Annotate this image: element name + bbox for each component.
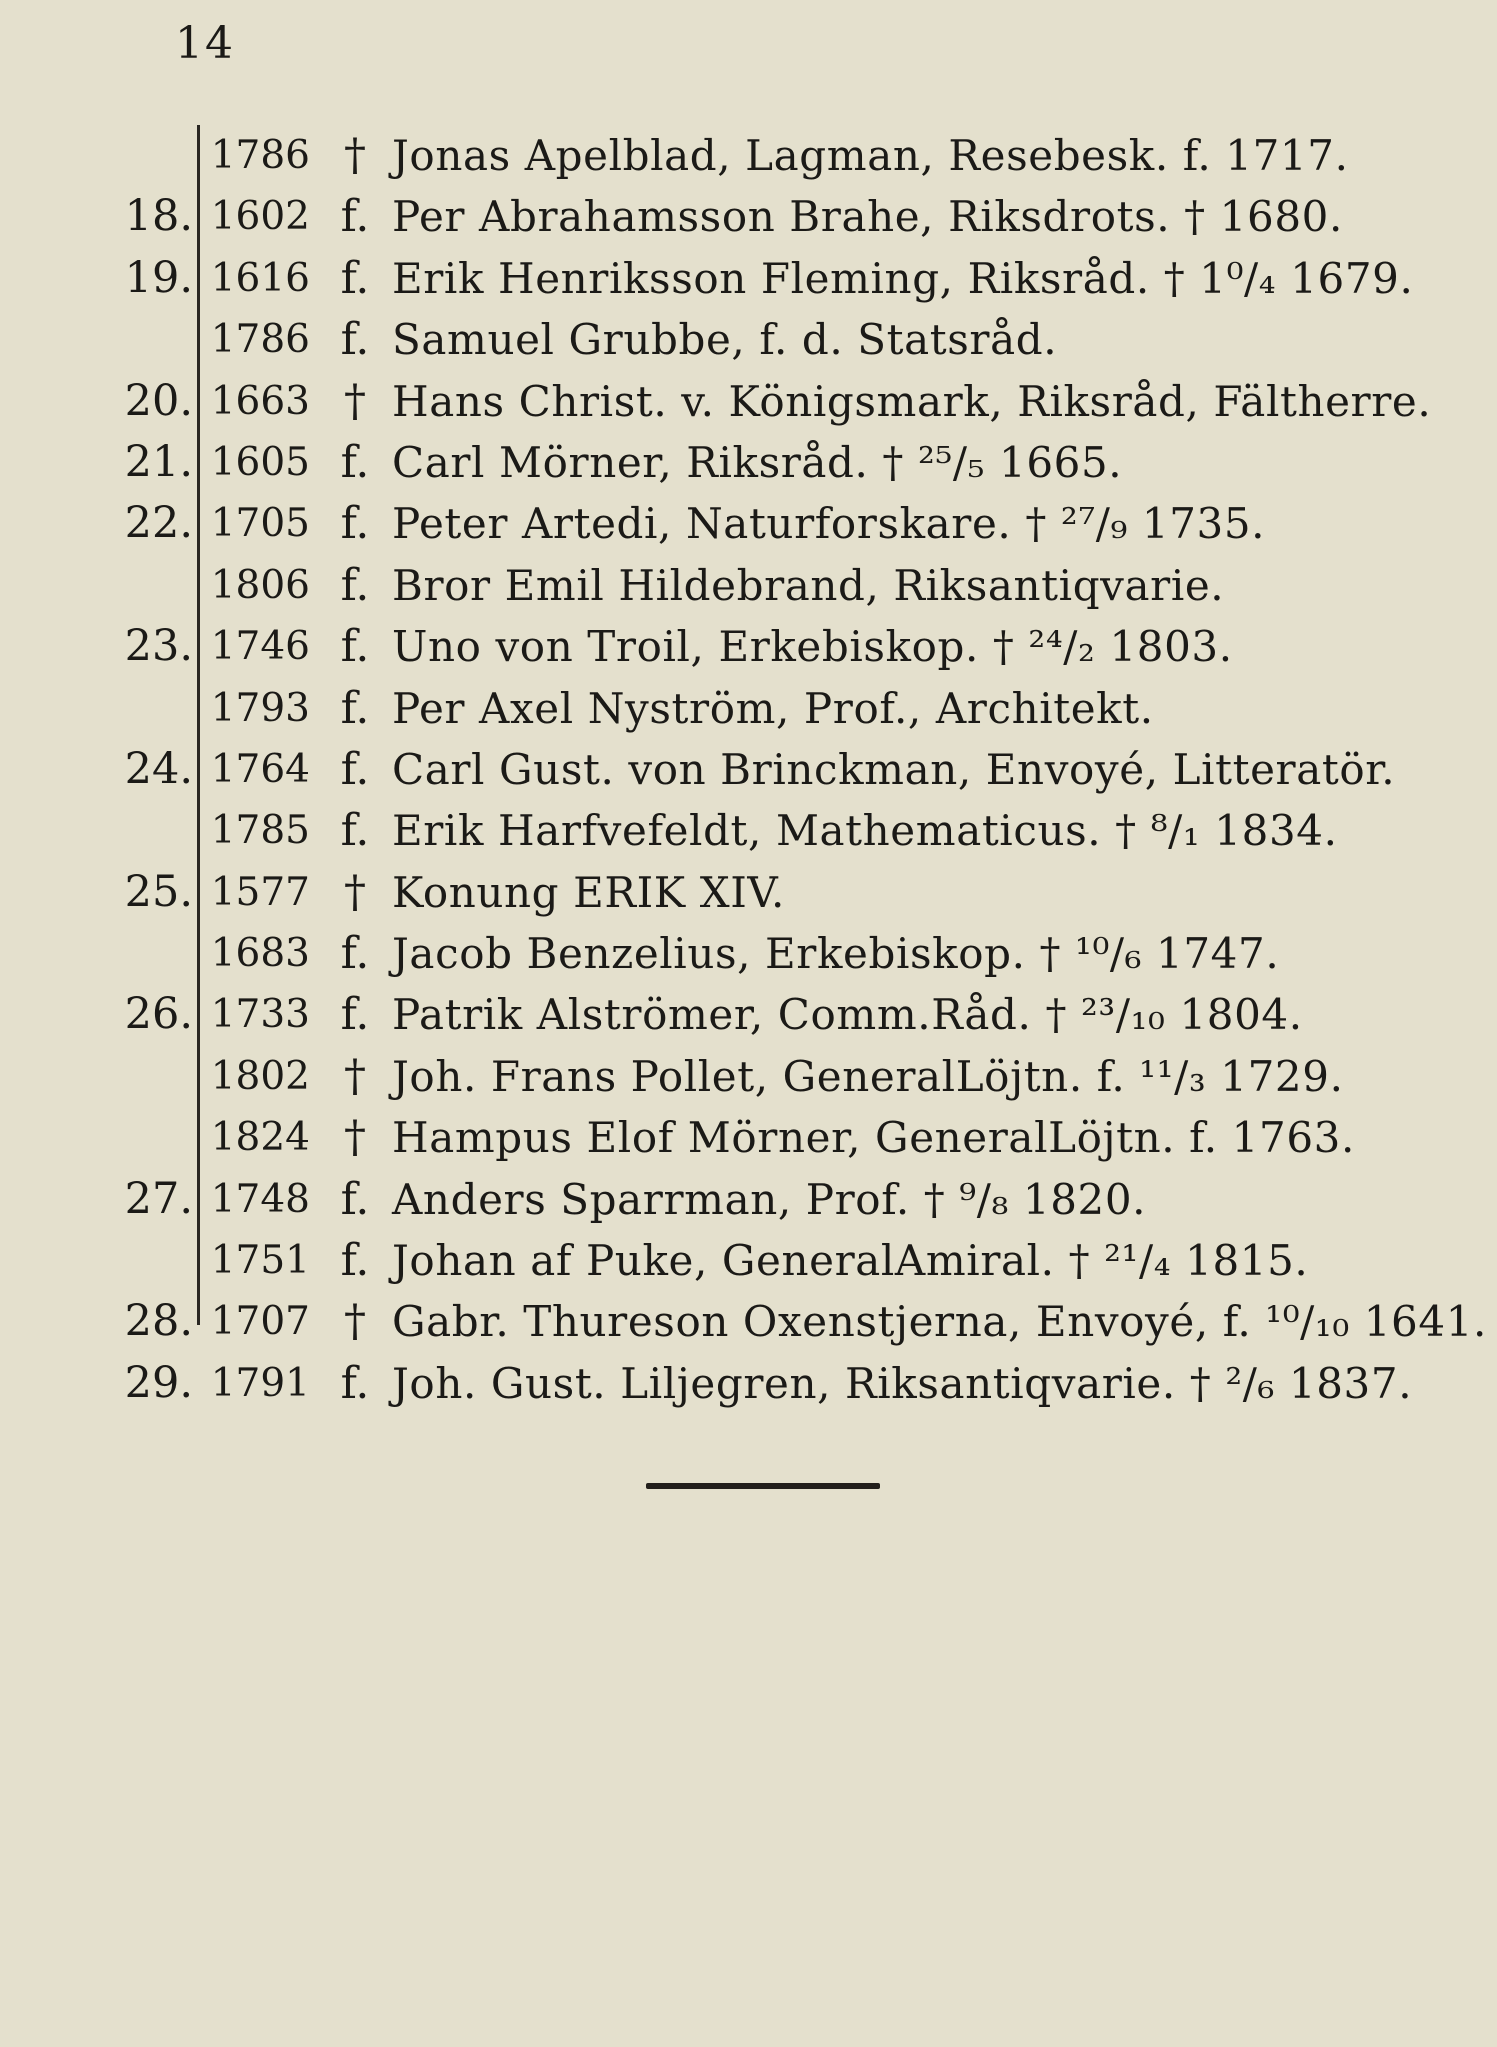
day-number: 18. [124,191,193,242]
birth-death-mark: † [344,866,366,918]
birth-death-mark: f. [340,928,370,980]
birth-death-mark: f. [340,621,370,673]
birth-death-mark: † [344,375,366,427]
entry-text: Konung ERIK XIV. [392,867,785,917]
birth-death-mark: f. [340,1235,370,1287]
entry-text: Joh. Frans Pollet, GeneralLöjtn. f. ¹¹/₃ 1729. [392,1051,1344,1101]
birth-death-mark: f. [340,498,370,550]
entry-text: Anders Sparrman, Prof. † ⁹/₈ 1820. [392,1174,1147,1224]
birth-death-mark: † [344,1296,366,1348]
entry-year: 1707 [210,1299,310,1345]
calendar-list [0,125,1497,1414]
calendar-entry [0,555,1497,616]
entry-text: Peter Artedi, Naturforskare. † ²⁷/₉ 1735. [392,499,1266,549]
day-number: 22. [124,498,193,549]
day-number: 24. [124,743,193,794]
entry-year: 1751 [210,1238,310,1284]
calendar-entry [0,309,1497,370]
birth-death-mark: f. [340,559,370,611]
day-number: 29. [124,1357,193,1408]
entry-year: 1602 [210,194,310,240]
day-number: 21. [124,436,193,487]
calendar-entry [0,678,1497,739]
calendar-entry [0,862,1497,923]
entry-text: Johan af Puke, GeneralAmiral. † ²¹/₄ 1815. [392,1236,1309,1286]
calendar-entry [0,800,1497,861]
day-number: 25. [124,866,193,917]
entry-year: 1577 [210,869,310,915]
entry-text: Hampus Elof Mörner, GeneralLöjtn. f. 1763. [392,1113,1355,1163]
entry-year: 1663 [210,378,310,424]
entry-text: Erik Henriksson Fleming, Riksråd. † 1⁰/₄ 1679. [392,253,1414,303]
calendar-entry [0,1107,1497,1168]
entry-year: 1733 [210,992,310,1038]
calendar-entry [0,493,1497,554]
entry-year: 1616 [210,255,310,301]
entry-year: 1824 [210,1115,310,1161]
birth-death-mark: f. [340,436,370,488]
calendar-entry [0,186,1497,247]
birth-death-mark: f. [340,1357,370,1409]
entry-year: 1746 [210,624,310,670]
calendar-entry [0,432,1497,493]
day-number: 20. [124,375,193,426]
birth-death-mark: † [344,1050,366,1102]
entry-year: 1605 [210,439,310,485]
birth-death-mark: f. [340,743,370,795]
day-number: 26. [124,989,193,1040]
entry-text: Samuel Grubbe, f. d. Statsråd. [392,315,1058,365]
birth-death-mark: † [344,1112,366,1164]
entry-text: Erik Harfvefeldt, Mathematicus. † ⁸/₁ 1834. [392,806,1338,856]
calendar-entry [0,1291,1497,1352]
entry-year: 1806 [210,562,310,608]
day-number: 27. [124,1173,193,1224]
calendar-entry [0,984,1497,1045]
entry-text: Uno von Troil, Erkebiskop. † ²⁴/₂ 1803. [392,622,1233,672]
calendar-entry [0,739,1497,800]
entry-text: Bror Emil Hildebrand, Riksantiqvarie. [392,560,1225,610]
day-number: 19. [124,252,193,303]
entry-text: Joh. Gust. Liljegren, Riksantiqvarie. † ²/₆ 1837. [392,1358,1413,1408]
entry-year: 1683 [210,931,310,977]
calendar-entry [0,1169,1497,1230]
birth-death-mark: f. [340,252,370,304]
calendar-entry [0,923,1497,984]
birth-death-mark: f. [340,314,370,366]
entry-year: 1764 [210,746,310,792]
birth-death-mark: f. [340,989,370,1041]
calendar-entry [0,616,1497,677]
calendar-entry [0,248,1497,309]
entry-year: 1802 [210,1053,310,1099]
day-number: 28. [124,1296,193,1347]
entry-year: 1785 [210,808,310,854]
birth-death-mark: f. [340,1173,370,1225]
calendar-entry [0,1353,1497,1414]
entry-year: 1705 [210,501,310,547]
birth-death-mark: f. [340,805,370,857]
birth-death-mark: f. [340,682,370,734]
entry-year: 1786 [210,133,310,178]
birth-death-mark: † [344,130,366,181]
entry-text: Patrik Alströmer, Comm.Råd. † ²³/₁₀ 1804. [392,990,1303,1040]
entry-year: 1748 [210,1176,310,1222]
calendar-entry [0,1046,1497,1107]
entry-text: Per Abrahamsson Brahe, Riksdrots. † 1680. [392,192,1343,242]
calendar-entry [0,1230,1497,1291]
calendar-entry [0,125,1497,186]
calendar-entry [0,371,1497,432]
entry-text: Carl Gust. von Brinckman, Envoyé, Litteratör. [392,744,1396,794]
day-number: 23. [124,621,193,672]
entry-year: 1793 [210,685,310,731]
entry-text: Per Axel Nyström, Prof., Architekt. [392,683,1154,733]
end-ornament [646,1483,880,1489]
entry-year: 1791 [210,1360,310,1406]
entry-text: Hans Christ. v. Königsmark, Riksråd, Fältherre. [392,376,1432,426]
entry-text: Jacob Benzelius, Erkebiskop. † ¹⁰/₆ 1747. [392,929,1280,979]
entry-text: Jonas Apelblad, Lagman, Resebesk. f. 1717. [392,131,1349,180]
entry-text: Gabr. Thureson Oxenstjerna, Envoyé, f. ¹⁰/₁₀ 1641. [392,1297,1487,1347]
entry-text: Carl Mörner, Riksråd. † ²⁵/₅ 1665. [392,437,1123,487]
birth-death-mark: f. [340,191,370,243]
page-number: 14 [175,18,235,69]
entry-year: 1786 [210,317,310,363]
